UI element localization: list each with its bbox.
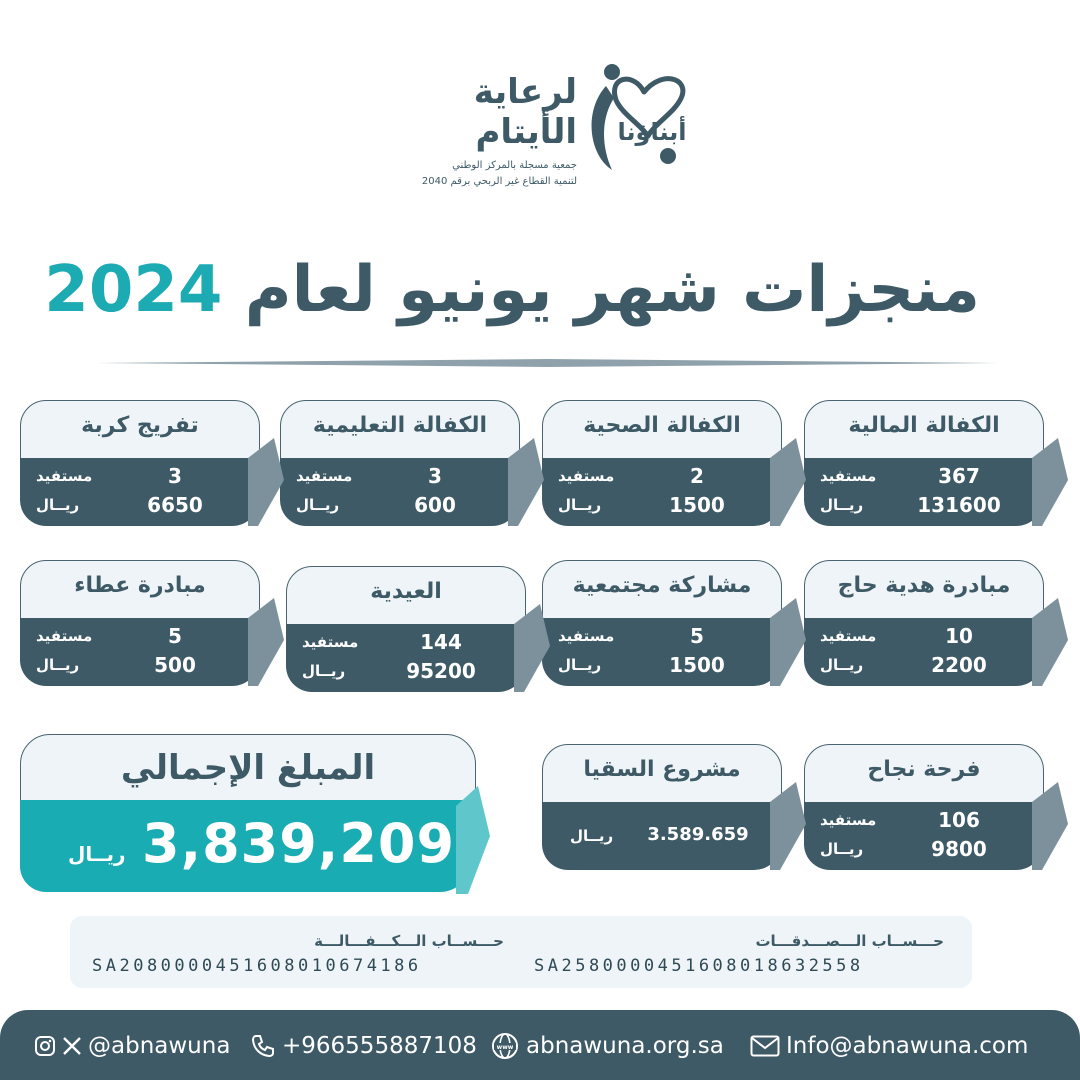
card-ataa — [20, 560, 260, 685]
logo-mark-text: أبناؤنا — [617, 118, 687, 146]
title-year: 2024 — [44, 253, 223, 327]
card-label: العيدية — [370, 579, 442, 604]
riyal-label: ريــال — [820, 840, 864, 858]
card-label: الكفالة التعليمية — [312, 413, 488, 438]
card-fold — [770, 438, 806, 526]
beneficiary-count: 3 — [428, 464, 442, 488]
riyal-label: ريــال — [820, 656, 864, 674]
card-fold — [1032, 782, 1068, 870]
card-label: الكفالة المالية — [848, 413, 1000, 438]
beneficiary-label: مستفيد — [36, 627, 93, 645]
total-unit: ريــال — [68, 842, 126, 866]
beneficiary-count: 10 — [945, 624, 973, 648]
phone-icon — [250, 1033, 276, 1059]
beneficiary-count: 106 — [938, 808, 980, 832]
amount-value: 2200 — [931, 653, 987, 677]
beneficiary-label: مستفيد — [820, 467, 877, 485]
card-health-sponsorship — [542, 400, 782, 525]
beneficiary-count: 5 — [690, 624, 704, 648]
riyal-label: ريــال — [296, 496, 340, 514]
account-label-donations: حـــســاب الـــصـــدقـــات — [755, 932, 944, 950]
logo-sub-line2: لتنمية القطاع غير الربحي برقم 2040 — [421, 176, 577, 187]
riyal-label: ريــال — [570, 827, 614, 845]
mail-icon — [750, 1035, 780, 1057]
card-label: فرحة نجاح — [867, 757, 981, 782]
card-fold — [248, 598, 284, 686]
logo-sub-line1: جمعية مسجلة بالمركز الوطني — [452, 160, 577, 171]
beneficiary-label: مستفيد — [820, 627, 877, 645]
amount-value: 131600 — [917, 493, 1001, 517]
card-eidiya — [286, 566, 526, 691]
beneficiary-label: مستفيد — [820, 811, 877, 829]
card-financial-sponsorship — [804, 400, 1044, 525]
amount-value: 1500 — [669, 653, 725, 677]
card-water-project — [542, 744, 782, 869]
amount-value: 3.589.659 — [647, 824, 749, 845]
riyal-label: ريــال — [558, 496, 602, 514]
riyal-label: ريــال — [558, 656, 602, 674]
card-fold — [508, 438, 544, 526]
beneficiary-count: 3 — [168, 464, 182, 488]
card-community — [542, 560, 782, 685]
account-iban-donations: SA2580000451608018632558 — [534, 956, 864, 976]
globe-icon — [490, 1031, 520, 1061]
amount-value: 1500 — [669, 493, 725, 517]
email-address: Info@abnawuna.com — [786, 1033, 1029, 1059]
instagram-icon — [34, 1035, 56, 1057]
beneficiary-count: 5 — [168, 624, 182, 648]
beneficiary-label: مستفيد — [36, 467, 93, 485]
total-amount: 3,839,209 — [142, 812, 456, 875]
card-label: مشروع السقيا — [583, 757, 741, 782]
card-label: مبادرة عطاء — [74, 573, 206, 598]
footer-phone[interactable] — [250, 1028, 477, 1064]
riyal-label: ريــال — [302, 662, 346, 680]
riyal-label: ريــال — [820, 496, 864, 514]
amount-value: 600 — [414, 493, 456, 517]
bank-accounts — [70, 916, 972, 988]
svg-text:www: www — [496, 1044, 514, 1051]
card-relief — [20, 400, 260, 525]
card-fold — [770, 782, 806, 870]
account-iban-sponsorship: SA2080000451608010674186 — [92, 956, 422, 976]
amount-value: 6650 — [147, 493, 203, 517]
card-fold — [514, 604, 550, 692]
card-education-sponsorship — [280, 400, 520, 525]
beneficiary-label: مستفيد — [296, 467, 353, 485]
amount-value: 95200 — [406, 659, 476, 683]
beneficiary-count: 367 — [938, 464, 980, 488]
card-fold — [1032, 598, 1068, 686]
social-handle: @abnawuna — [88, 1033, 231, 1059]
beneficiary-count: 144 — [420, 630, 462, 654]
card-hajj-gift — [804, 560, 1044, 685]
page-title — [44, 245, 980, 335]
total-label: المبلغ الإجمالي — [120, 748, 376, 788]
amount-value: 9800 — [931, 837, 987, 861]
logo-name: لرعاية الأيتام — [473, 72, 577, 152]
title-divider — [96, 352, 998, 360]
card-label: الكفالة الصحية — [583, 413, 741, 438]
logo-mark — [582, 58, 712, 176]
card-fold — [248, 438, 284, 526]
card-label: مبادرة هدية حاج — [837, 573, 1011, 598]
card-label: مشاركة مجتمعية — [572, 573, 752, 598]
account-label-sponsorship: حـــســاب الـــكـــفـــالـــة — [314, 932, 504, 950]
beneficiary-label: مستفيد — [558, 467, 615, 485]
phone-number: +966555887108 — [282, 1033, 477, 1059]
card-fold — [1032, 438, 1068, 526]
card-fold — [770, 598, 806, 686]
riyal-label: ريــال — [36, 496, 80, 514]
beneficiary-label: مستفيد — [302, 633, 359, 651]
x-icon — [62, 1036, 82, 1056]
riyal-label: ريــال — [36, 656, 80, 674]
logo-text — [405, 72, 577, 190]
beneficiary-count: 2 — [690, 464, 704, 488]
amount-value: 500 — [154, 653, 196, 677]
total-fold — [456, 786, 490, 894]
footer-website[interactable] — [490, 1028, 724, 1064]
card-success-joy — [804, 744, 1044, 869]
footer-social[interactable] — [34, 1028, 230, 1064]
title-text: منجزات شهر يونيو لعام — [244, 253, 980, 327]
website-url: abnawuna.org.sa — [526, 1033, 724, 1059]
card-label: تفريج كربة — [81, 413, 199, 438]
beneficiary-label: مستفيد — [558, 627, 615, 645]
footer-email[interactable] — [750, 1028, 1028, 1064]
